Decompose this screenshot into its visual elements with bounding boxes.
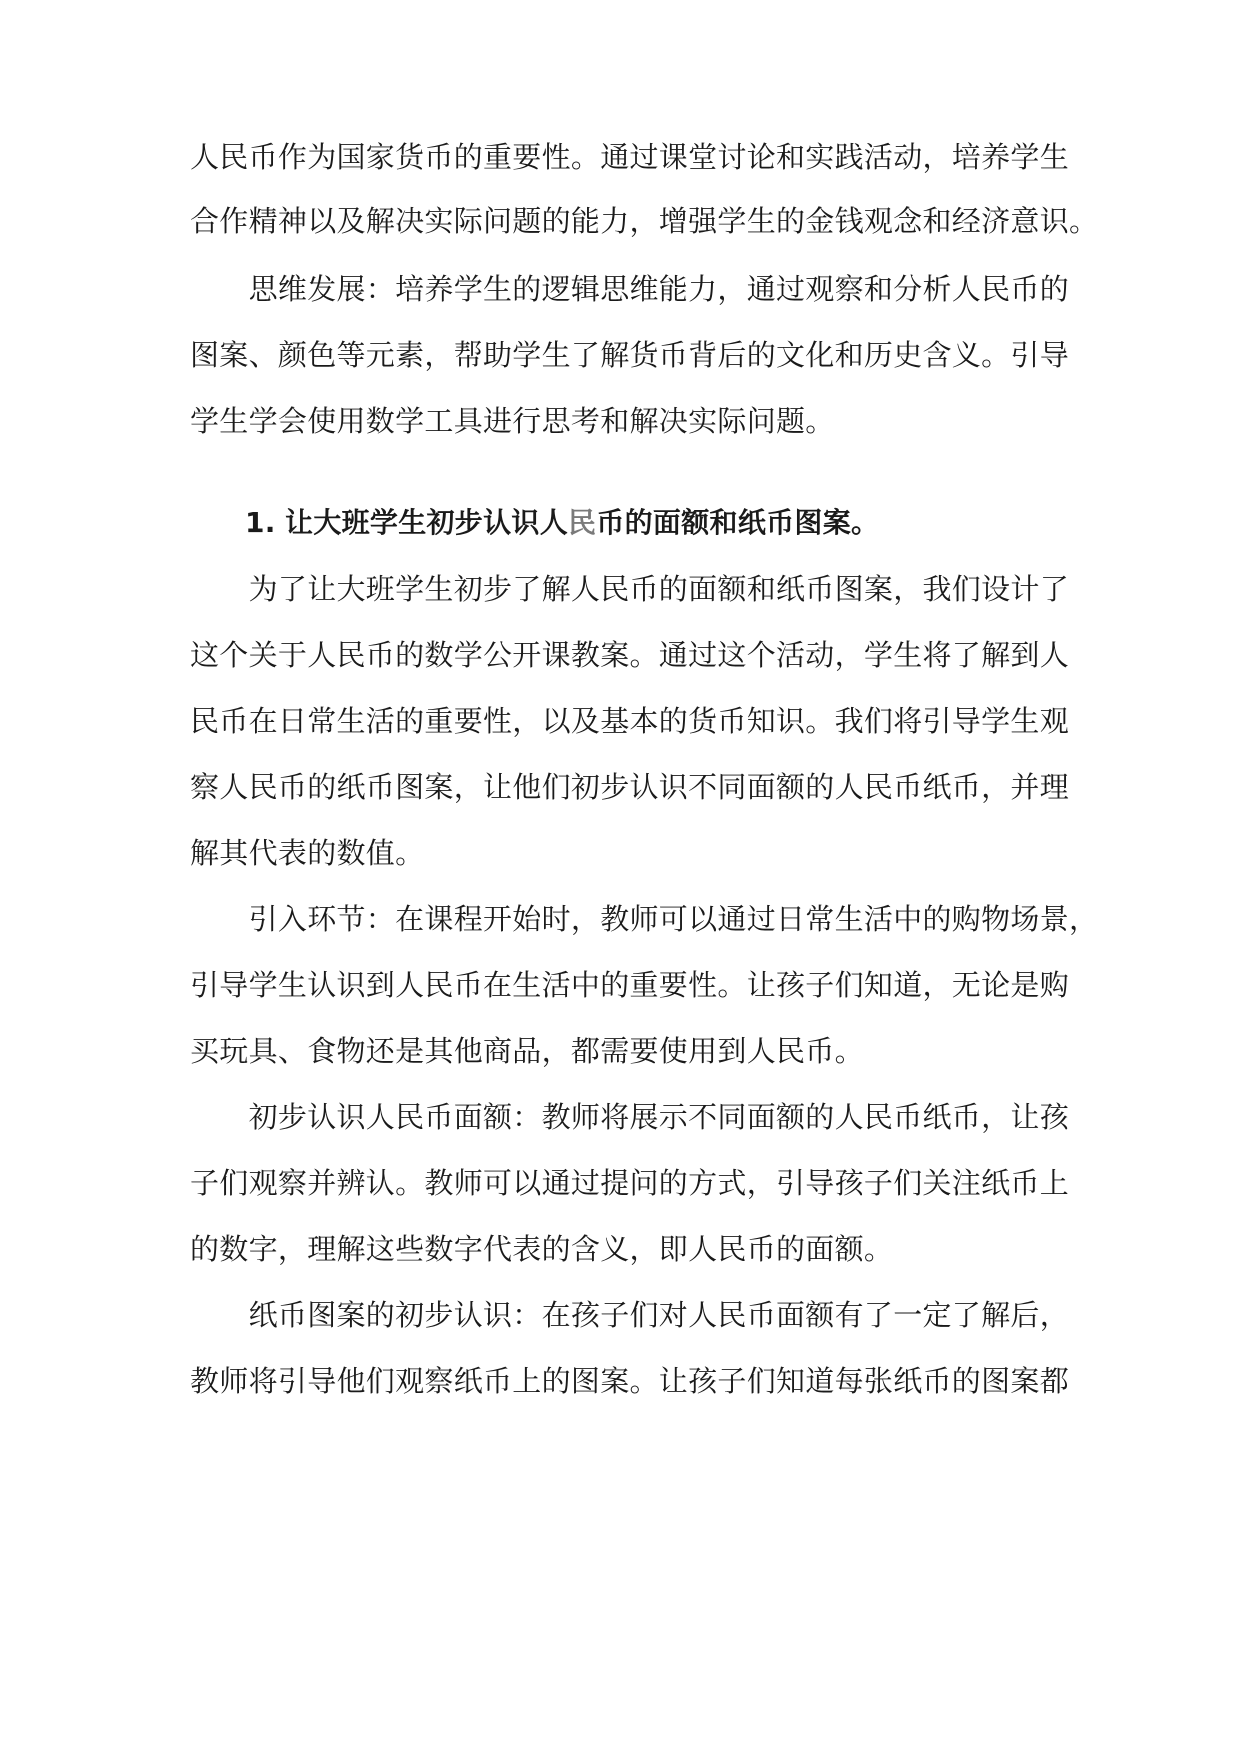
paragraph-line: 这个关于人民币的数学公开课教案。通过这个活动，学生将了解到人 — [190, 638, 1070, 672]
paragraph-line: 的数字，理解这些数字代表的含义，即人民币的面额。 — [190, 1232, 894, 1266]
section-heading — [245, 503, 1125, 543]
paragraph-line: 学生学会使用数学工具进行思考和解决实际问题。 — [190, 404, 835, 438]
heading-text-after: 币的面额和纸币图案。 — [596, 506, 880, 539]
paragraph-line: 引入环节：在课程开始时，教师可以通过日常生活中的购物场景， — [190, 902, 1099, 936]
heading-number: 1. — [245, 506, 276, 539]
paragraph-line: 子们观察并辨认。教师可以通过提问的方式，引导孩子们关注纸币上 — [190, 1166, 1070, 1200]
paragraph-line: 思维发展：培养学生的逻辑思维能力，通过观察和分析人民币的 — [190, 272, 1070, 306]
paragraph-line: 图案、颜色等元素，帮助学生了解货币背后的文化和历史含义。引导 — [190, 338, 1070, 372]
heading-text-before: 让大班学生初步认识人 — [285, 506, 569, 539]
paragraph-line: 为了让大班学生初步了解人民币的面额和纸币图案，我们设计了 — [190, 572, 1070, 606]
heading-text-mark: 民 — [568, 506, 597, 539]
paragraph-line: 解其代表的数值。 — [190, 836, 425, 870]
paragraph-line: 买玩具、食物还是其他商品，都需要使用到人民币。 — [190, 1034, 864, 1068]
paragraph-line: 教师将引导他们观察纸币上的图案。让孩子们知道每张纸币的图案都 — [190, 1364, 1070, 1398]
paragraph-line: 民币在日常生活的重要性，以及基本的货币知识。我们将引导学生观 — [190, 704, 1070, 738]
paragraph-line: 纸币图案的初步认识：在孩子们对人民币面额有了一定了解后， — [190, 1298, 1070, 1332]
paragraph-line: 初步认识人民币面额：教师将展示不同面额的人民币纸币，让孩 — [190, 1100, 1070, 1134]
paragraph-line: 合作精神以及解决实际问题的能力，增强学生的金钱观念和经济意识。 — [190, 204, 1099, 238]
paragraph-line: 引导学生认识到人民币在生活中的重要性。让孩子们知道，无论是购 — [190, 968, 1070, 1002]
paragraph-line: 人民币作为国家货币的重要性。通过课堂讨论和实践活动，培养学生 — [190, 140, 1070, 174]
paragraph-line: 察人民币的纸币图案，让他们初步认识不同面额的人民币纸币，并理 — [190, 770, 1070, 804]
